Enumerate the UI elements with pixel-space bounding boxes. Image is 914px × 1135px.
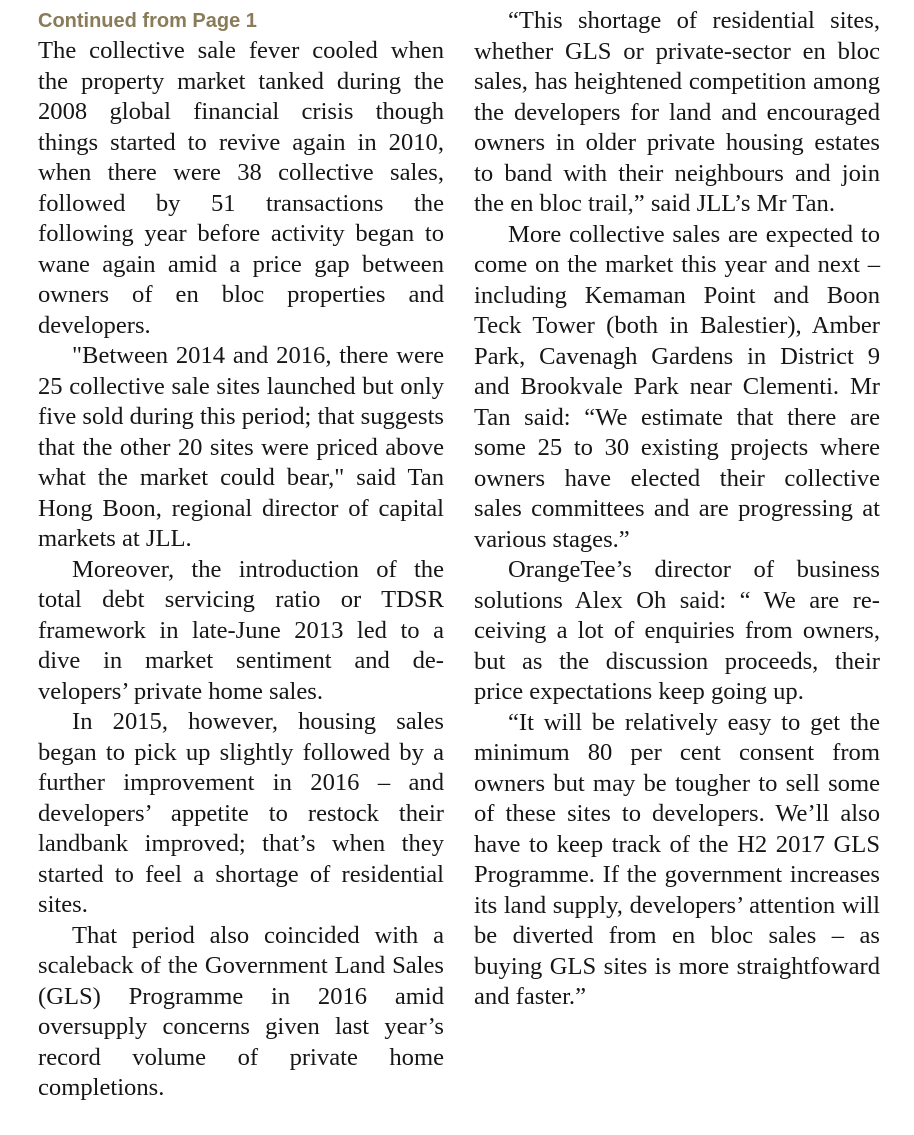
- continued-kicker: Continued from Page 1: [38, 10, 257, 32]
- paragraph: “This shortage of residential sites, whether GLS or private-sector en bloc sales, has heightened competition among the developers for land and encouraged owners in older private housing estates to band with their neighbours and join the en bloc trail,” said JLL’s Mr Tan.: [474, 7, 880, 217]
- paragraph: "Between 2014 and 2016, there were 25 collective sale sites launched but only five sold during this period; that suggests that the other 20 sites were priced above what the market could bear," said Tan Hong Boon, regional director of capital markets at JLL.: [38, 342, 444, 552]
- paragraph: More collective sales are expected to come on the market this year and next – including Kemaman Point and Boon Teck Tower (both in Balestier), Amber Park, Cavenagh Gardens in District 9 and Brookvale Park near Clementi. Mr Tan said: “We estimate that there are some 25 to 30 existing projects where owners have elected their collective sales committees and are progressing at various stages.”: [474, 220, 880, 553]
- paragraph: OrangeTee’s director of business solutions Alex Oh said: “ We are receiving a lot of enquiries from owners, but as the discussion proceeds, their price expectations keep going up.: [474, 556, 880, 705]
- paragraph: That period also coincided with a scaleback of the Government Land Sales (GLS) Programme in 2016 amid oversupply concerns given last year’s record volume of private home completions.: [38, 921, 444, 1101]
- left-column: [38, 6, 444, 1104]
- paragraph: “It will be relatively easy to get the minimum 80 per cent consent from owners but may be tougher to sell some of these sites to developers. We’ll also have to keep track of the H2 2017 GLS Programme. If the government increases its land supply, developers’ attention will be diverted from en bloc sales – as buying GLS sites is more straightfoward and faster.”: [474, 708, 880, 1010]
- right-column: [474, 6, 880, 1013]
- paragraph: In 2015, however, housing sales began to pick up slightly followed by a further improvement in 2016 – and developers’ appetite to restock their landbank improved; that’s when they started to feel a shortage of residential sites.: [38, 708, 444, 918]
- paragraph: The collective sale fever cooled when the property market tanked during the 2008 global financial crisis though things started to revive again in 2010, when there were 38 collective sales, followed by 51 transactions the following year before activity began to wane again amid a price gap between owners of en bloc properties and developers.: [38, 37, 444, 339]
- paragraph: Moreover, the introduction of the total debt servicing ratio or TDSR framework in late-June 2013 led to a dive in market sentiment and developers’ private home sales.: [38, 555, 444, 705]
